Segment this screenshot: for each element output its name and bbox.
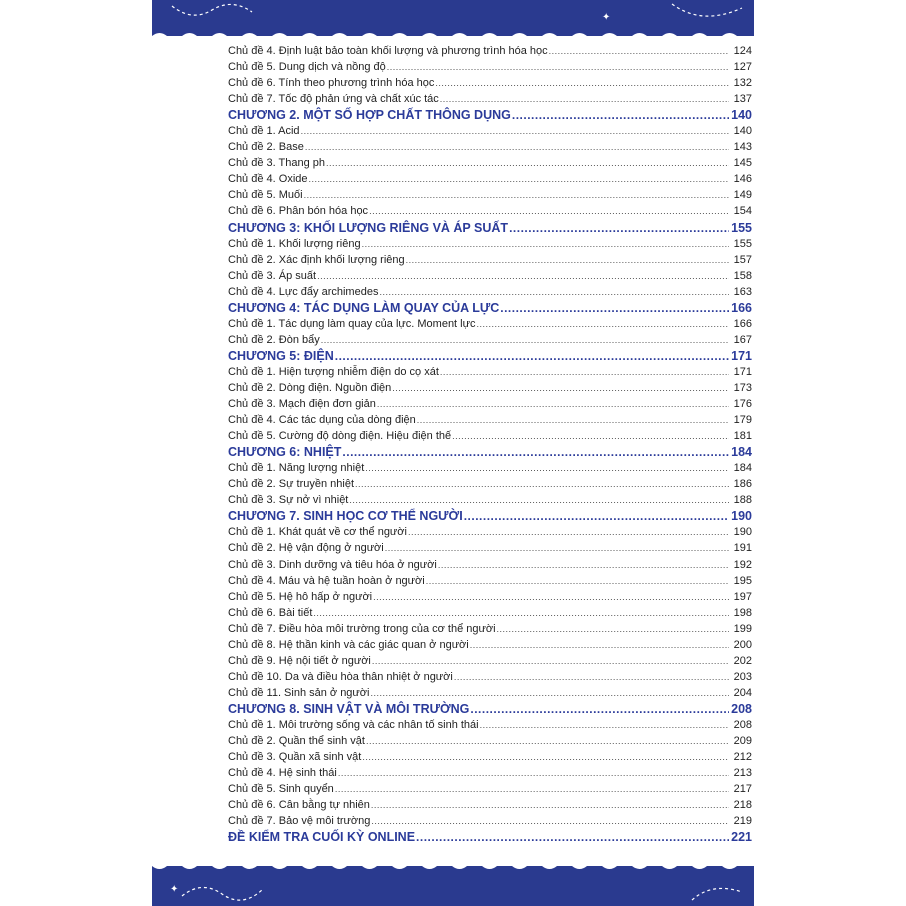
toc-entry-title: Chủ đề 2. Hệ vận động ở người	[228, 542, 384, 555]
dot-leader	[549, 43, 729, 59]
dot-leader	[362, 236, 729, 252]
toc-entry-title: CHƯƠNG 5: ĐIỆN	[228, 348, 334, 363]
dot-leader	[500, 300, 729, 316]
toc-page-number: 200	[733, 638, 752, 651]
dot-leader	[509, 220, 729, 236]
toc-entry-title: Chủ đề 1. Tác dụng làm quay của lực. Moment lực	[228, 317, 476, 330]
toc-page-number: 145	[733, 157, 752, 170]
dot-leader	[335, 781, 729, 797]
wave-decoration-icon	[152, 0, 754, 36]
dot-leader	[470, 701, 729, 717]
toc-page-number: 137	[733, 93, 752, 106]
toc-entry-title: Chủ đề 2. Xác định khối lượng riêng	[228, 253, 405, 266]
toc-entry-title: CHƯƠNG 6: NHIỆT	[228, 445, 342, 460]
toc-entry-title: ĐỀ KIỂM TRA CUỐI KỲ ONLINE	[228, 830, 416, 845]
dot-leader	[317, 268, 729, 284]
toc-page-number: 184	[731, 445, 752, 460]
toc-page-number: 190	[731, 509, 752, 524]
toc-topic-row	[228, 91, 752, 107]
toc-topic-row	[228, 557, 752, 573]
toc-topic-row	[228, 284, 752, 300]
dot-leader	[464, 508, 729, 524]
toc-page-number: 132	[733, 77, 752, 90]
toc-chapter-row	[228, 107, 752, 123]
toc-entry-title: Chủ đề 4. Lực đẩy archimedes	[228, 285, 379, 298]
toc-topic-row	[228, 573, 752, 589]
dot-leader	[371, 813, 729, 829]
toc-chapter-row	[228, 701, 752, 717]
toc-topic-row	[228, 813, 752, 829]
toc-page-number: 173	[733, 381, 752, 394]
toc-entry-title: Chủ đề 7. Bảo vệ môi trường	[228, 815, 371, 828]
toc-topic-row	[228, 412, 752, 428]
toc-page-number: 188	[733, 494, 752, 507]
wave-decoration-icon	[152, 866, 754, 906]
toc-topic-row	[228, 396, 752, 412]
toc-entry-title: Chủ đề 1. Hiện tượng nhiễm điện do cọ xát	[228, 365, 439, 378]
dot-leader	[480, 717, 729, 733]
toc-entry-title: Chủ đề 4. Các tác dụng của dòng điện	[228, 414, 416, 427]
dot-leader	[365, 460, 729, 476]
dot-leader	[470, 637, 729, 653]
toc-page-number: 197	[733, 590, 752, 603]
toc-page-number: 171	[731, 348, 752, 363]
toc-page-number: 190	[733, 526, 752, 539]
toc-page-number: 155	[733, 237, 752, 250]
toc-page-number: 208	[731, 701, 752, 716]
toc-topic-row	[228, 476, 752, 492]
dot-leader	[338, 765, 729, 781]
dot-leader	[416, 829, 729, 845]
toc-page-number: 181	[733, 430, 752, 443]
toc-entry-title: Chủ đề 6. Cân bằng tự nhiên	[228, 799, 370, 812]
toc-page-number: 186	[733, 478, 752, 491]
toc-entry-title: CHƯƠNG 3: KHỐI LƯỢNG RIÊNG VÀ ÁP SUẤT	[228, 220, 509, 235]
svg-text:✦: ✦	[170, 884, 179, 895]
toc-entry-title: Chủ đề 7. Tốc độ phản ứng và chất xúc tác	[228, 93, 439, 106]
toc-topic-row	[228, 268, 752, 284]
dot-leader	[392, 380, 729, 396]
toc-page-number: 204	[733, 686, 752, 699]
toc-topic-row	[228, 59, 752, 75]
toc-entry-title: CHƯƠNG 4: TÁC DỤNG LÀM QUAY CỦA LỰC	[228, 300, 500, 315]
dot-leader	[385, 540, 729, 556]
toc-topic-row	[228, 797, 752, 813]
toc-topic-row	[228, 765, 752, 781]
toc-topic-row	[228, 540, 752, 556]
toc-topic-row	[228, 669, 752, 685]
dot-leader	[342, 444, 729, 460]
toc-entry-title: Chủ đề 3. Sự nở vì nhiệt	[228, 494, 349, 507]
dot-leader	[355, 476, 729, 492]
toc-entry-title: Chủ đề 1. Khát quát về cơ thể người	[228, 526, 407, 539]
dot-leader	[440, 91, 729, 107]
toc-topic-row	[228, 332, 752, 348]
toc-entry-title: Chủ đề 2. Quần thể sinh vật	[228, 735, 365, 748]
dot-leader	[369, 203, 729, 219]
dot-leader	[366, 733, 729, 749]
toc-page-number: 167	[733, 333, 752, 346]
toc-chapter-row	[228, 300, 752, 316]
toc-page-number: 166	[733, 317, 752, 330]
toc-entry-title: Chủ đề 3. Áp suất	[228, 269, 317, 282]
toc-entry-title: Chủ đề 7. Điều hòa môi trường trong của cơ thể người	[228, 622, 496, 635]
dot-leader	[435, 75, 729, 91]
toc-page-number: 157	[733, 253, 752, 266]
dot-leader	[417, 412, 729, 428]
dot-leader	[452, 428, 729, 444]
toc-page-number: 149	[733, 189, 752, 202]
toc-page-number: 212	[733, 751, 752, 764]
toc-entry-title: Chủ đề 1. Acid	[228, 125, 300, 138]
toc-page-number: 221	[731, 830, 752, 845]
toc-page-number: 146	[733, 173, 752, 186]
toc-entry-title: Chủ đề 4. Định luật bảo toàn khối lượng và phương trình hóa học	[228, 45, 548, 57]
bottom-decorative-band	[152, 866, 754, 906]
toc-entry-title: Chủ đề 2. Base	[228, 141, 304, 154]
dot-leader	[362, 749, 729, 765]
toc-entry-title: Chủ đề 5. Sinh quyển	[228, 783, 334, 796]
toc-topic-row	[228, 492, 752, 508]
toc-topic-row	[228, 605, 752, 621]
toc-topic-row	[228, 316, 752, 332]
dot-leader	[373, 589, 729, 605]
toc-chapter-row	[228, 444, 752, 460]
dot-leader	[349, 492, 729, 508]
toc-page-number: 203	[733, 670, 752, 683]
toc-page-number: 191	[733, 542, 752, 555]
toc-topic-row	[228, 187, 752, 203]
dot-leader	[476, 316, 729, 332]
dot-leader	[305, 139, 729, 155]
toc-topic-row	[228, 749, 752, 765]
dot-leader	[408, 524, 729, 540]
toc-topic-row	[228, 428, 752, 444]
toc-entry-title: Chủ đề 2. Dòng điện. Nguồn điện	[228, 381, 392, 394]
toc-chapter-row	[228, 220, 752, 236]
toc-topic-row	[228, 364, 752, 380]
toc-topic-row	[228, 380, 752, 396]
toc-topic-row	[228, 236, 752, 252]
toc-page-number: 195	[733, 574, 752, 587]
toc-entry-title: Chủ đề 3. Quần xã sinh vật	[228, 751, 362, 764]
toc-topic-row	[228, 75, 752, 91]
toc-chapter-row	[228, 829, 752, 845]
toc-entry-title: Chủ đề 5. Cường độ dòng điện. Hiệu điện thế	[228, 430, 452, 443]
toc-page-number: 179	[733, 414, 752, 427]
toc-entry-title: CHƯƠNG 8. SINH VẬT VÀ MÔI TRƯỜNG	[228, 701, 470, 716]
book-page	[152, 0, 754, 906]
toc-entry-title: Chủ đề 11. Sinh sản ở người	[228, 686, 370, 699]
toc-page-number: 155	[731, 220, 752, 235]
toc-page-number: 217	[733, 783, 752, 796]
toc-entry-title: Chủ đề 2. Sự truyền nhiệt	[228, 478, 354, 491]
toc-topic-row	[228, 781, 752, 797]
toc-entry-title: Chủ đề 4. Oxide	[228, 173, 308, 186]
toc-page-number: 202	[733, 654, 752, 667]
toc-topic-row	[228, 589, 752, 605]
toc-page-number: 140	[733, 125, 752, 138]
toc-topic-row	[228, 685, 752, 701]
toc-page-number: 158	[733, 269, 752, 282]
dot-leader	[406, 252, 729, 268]
dot-leader	[321, 332, 729, 348]
toc-page-number: 184	[733, 462, 752, 475]
toc-page-number: 192	[733, 558, 752, 571]
toc-entry-title: Chủ đề 1. Năng lượng nhiệt	[228, 462, 365, 475]
toc-topic-row	[228, 733, 752, 749]
top-decorative-band	[152, 0, 754, 36]
toc-entry-title: CHƯƠNG 2. MỘT SỐ HỢP CHẤT THÔNG DỤNG	[228, 108, 511, 123]
toc-page-number: 127	[733, 61, 752, 74]
toc-page-number: 171	[733, 365, 752, 378]
toc-topic-row	[228, 203, 752, 219]
toc-chapter-row	[228, 508, 752, 524]
toc-entry-title: Chủ đề 8. Hệ thần kinh và các giác quan ở người	[228, 638, 469, 651]
toc-topic-row	[228, 139, 752, 155]
toc-topic-row	[228, 155, 752, 171]
toc-page-number: 154	[733, 205, 752, 218]
toc-entry-title: CHƯƠNG 7. SINH HỌC CƠ THỂ NGƯỜI	[228, 509, 463, 524]
dot-leader	[387, 59, 729, 75]
dot-leader	[326, 155, 729, 171]
toc-entry-title: Chủ đề 5. Hệ hô hấp ở người	[228, 590, 373, 603]
toc-entry-title: Chủ đề 3. Thang ph	[228, 157, 326, 170]
toc-entry-title: Chủ đề 6. Bài tiết	[228, 606, 313, 619]
dot-leader	[379, 284, 729, 300]
toc-page-number: 219	[733, 815, 752, 828]
toc-page-number: 140	[731, 108, 752, 123]
dot-leader	[313, 605, 729, 621]
toc-topic-row	[228, 637, 752, 653]
toc-topic-row	[228, 171, 752, 187]
dot-leader	[438, 557, 729, 573]
svg-text:✦: ✦	[602, 12, 611, 23]
toc-entry-title: Chủ đề 5. Muối	[228, 189, 303, 202]
dot-leader	[301, 123, 729, 139]
toc-topic-row	[228, 524, 752, 540]
toc-page-number: 176	[733, 398, 752, 411]
toc-entry-title: Chủ đề 4. Hệ sinh thái	[228, 767, 337, 780]
toc-entry-title: Chủ đề 10. Da và điều hòa thân nhiệt ở người	[228, 670, 453, 683]
toc-entry-title: Chủ đề 6. Tính theo phương trình hóa học	[228, 77, 435, 90]
toc-topic-row	[228, 252, 752, 268]
toc-page-number: 199	[733, 622, 752, 635]
dot-leader	[370, 685, 729, 701]
toc-entry-title: Chủ đề 1. Khối lượng riêng	[228, 237, 361, 250]
table-of-contents	[228, 43, 752, 845]
toc-topic-row	[228, 460, 752, 476]
dot-leader	[309, 171, 730, 187]
toc-entry-title: Chủ đề 6. Phân bón hóa học	[228, 205, 369, 218]
toc-topic-row	[228, 717, 752, 733]
toc-entry-title: Chủ đề 3. Mạch điện đơn giản	[228, 398, 376, 411]
dot-leader	[304, 187, 729, 203]
toc-entry-title: Chủ đề 3. Dinh dưỡng và tiêu hóa ở người	[228, 558, 437, 571]
toc-page-number: 209	[733, 735, 752, 748]
dot-leader	[454, 669, 729, 685]
dot-leader	[497, 621, 729, 637]
dot-leader	[440, 364, 729, 380]
toc-page-number: 208	[733, 718, 752, 731]
toc-page-number: 213	[733, 767, 752, 780]
toc-page-number: 198	[733, 606, 752, 619]
toc-topic-row	[228, 621, 752, 637]
toc-page-number: 143	[733, 141, 752, 154]
toc-topic-row	[228, 123, 752, 139]
toc-page-number: 124	[733, 45, 752, 57]
dot-leader	[512, 107, 729, 123]
toc-entry-title: Chủ đề 2. Đòn bẩy	[228, 333, 320, 346]
dot-leader	[372, 653, 729, 669]
toc-topic-row	[228, 653, 752, 669]
toc-page-number: 166	[731, 300, 752, 315]
toc-page-number: 163	[733, 285, 752, 298]
toc-entry-title: Chủ đề 5. Dung dịch và nồng độ	[228, 61, 386, 74]
toc-entry-title: Chủ đề 9. Hệ nội tiết ở người	[228, 654, 371, 667]
toc-chapter-row	[228, 348, 752, 364]
toc-entry-title: Chủ đề 4. Máu và hệ tuần hoàn ở người	[228, 574, 425, 587]
toc-entry-title: Chủ đề 1. Môi trường sống và các nhân tố sinh thái	[228, 718, 479, 731]
toc-page-number: 218	[733, 799, 752, 812]
toc-topic-row	[228, 43, 752, 59]
dot-leader	[335, 348, 729, 364]
dot-leader	[377, 396, 729, 412]
dot-leader	[426, 573, 729, 589]
dot-leader	[371, 797, 729, 813]
